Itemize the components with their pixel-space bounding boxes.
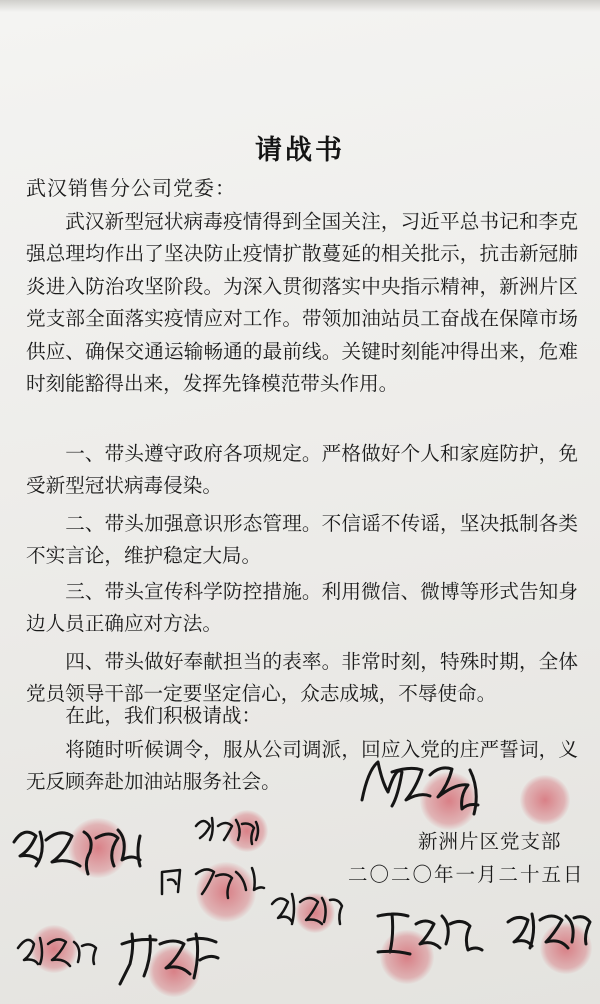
paragraph-intro: 武汉新型冠状病毒疫情得到全国关注，习近平总书记和李克强总理均作出了坚决防止疫情扩散蔓延的相关批示，抗击新冠肺炎进入防治攻坚阶段。为深入贯彻落实中央指示精神，新洲片区党支部全面落实疫情应对工作。带领加油站员工奋战在保障市场供应、确保交通运输畅通的最前线。关键时刻能冲得出来，危难时刻能豁得出来，发挥先锋模范带头作用。 [26,210,578,396]
paragraph-request: 在此，我们积极请战： [65,704,262,727]
paragraph-pledge-3: 三、带头宣传科学防控措施。利用微信、微博等形式告知身边人员正确应对方法。 [26,580,578,636]
signing-organization: 新洲片区党支部 [418,830,562,853]
fingerprint-seal [295,893,335,933]
fingerprint-seal [520,775,570,825]
fingerprint-seal [420,772,478,830]
fingerprint-seal [148,945,200,997]
signing-date: 二〇二〇年一月二十五日 [348,863,585,886]
fingerprint-seal [380,930,434,984]
salutation: 武汉销售分公司党委： [26,176,236,200]
paragraph-pledge-2: 二、带头加强意识形态管理。不信谣不传谣，坚决抵制各类不实言论，维护稳定大局。 [26,512,578,568]
document-title: 请战书 [255,135,345,166]
paragraph-commitment: 将随时听候调令，服从公司调派，回应入党的庄严誓词，义无反顾奔赴加油站服务社会。 [26,738,578,794]
fingerprint-seal [68,818,128,878]
fingerprint-seal [226,810,268,852]
fingerprint-seal [30,925,78,973]
paragraph-pledge-1: 一、带头遵守政府各项规定。严格做好个人和家庭防护，免受新型冠状病毒侵染。 [26,442,578,498]
fingerprint-seal [540,922,592,974]
fingerprint-seal [196,862,256,922]
paragraph-pledge-4: 四、带头做好奉献担当的表率。非常时刻，特殊时期，全体党员领导干部一定要坚定信心，众志成城，不辱使命。 [26,650,578,706]
